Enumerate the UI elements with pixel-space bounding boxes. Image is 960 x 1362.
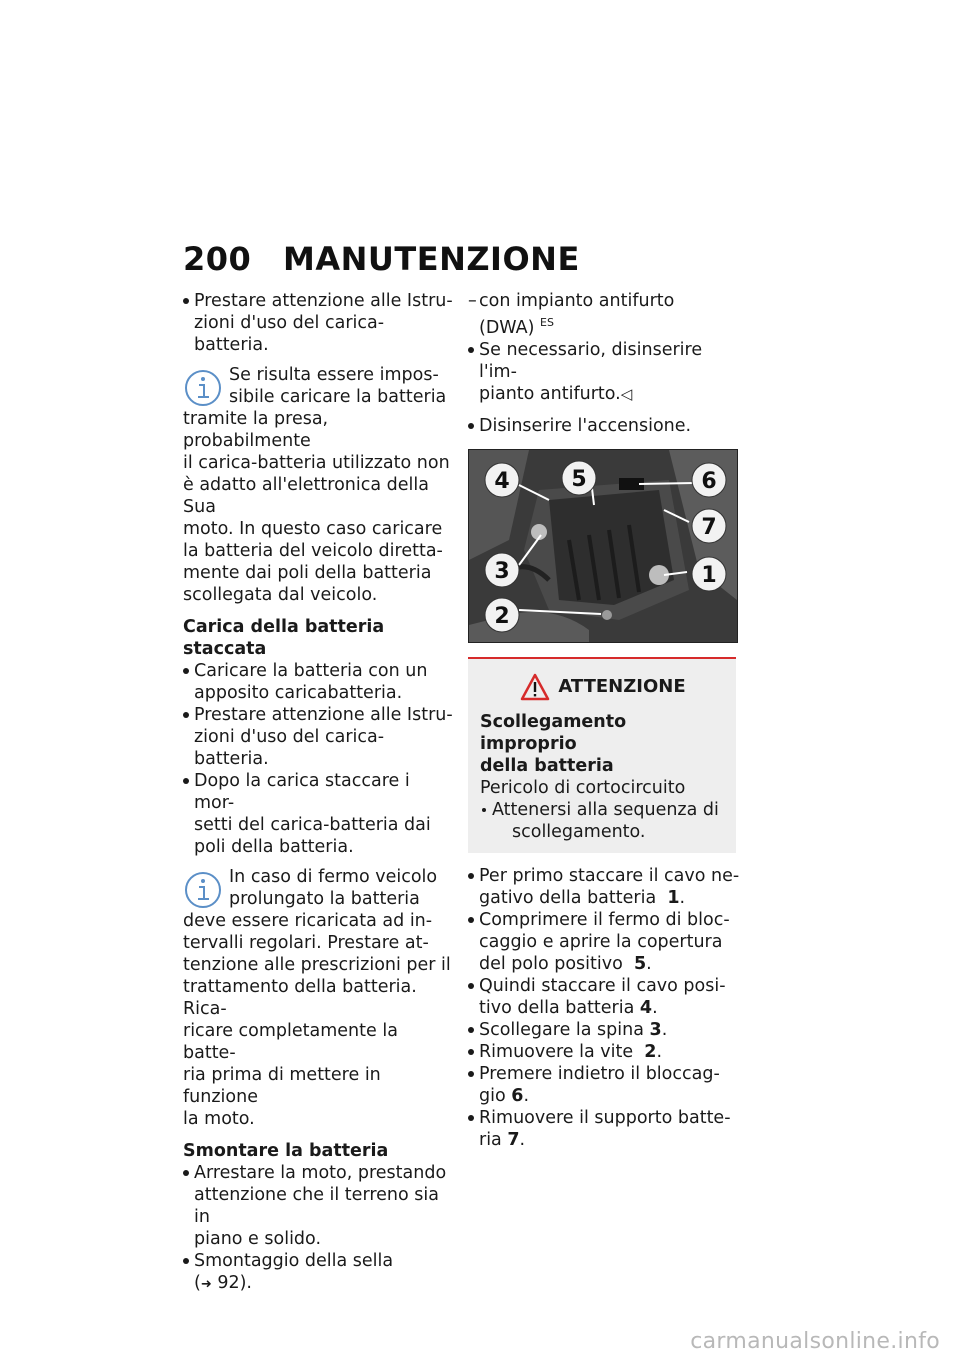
section-heading: Carica della batteria staccata xyxy=(183,617,385,659)
info-note: Se risulta essere impos- sibile caricare la batteria tramite la presa, probabilmente il carica-batteria utilizzato non è adatto all'elettronica della Sua moto. In questo caso caricare la batteria del veicolo diretta- mente dai poli della batteria scollegata dal veicolo. xyxy=(183,365,450,605)
list-item: Disinserire l'accensione. xyxy=(468,415,740,437)
list-item: Rimuovere il supporto batte- ria 7. xyxy=(468,1107,740,1151)
warning-title: ATTENZIONE xyxy=(558,675,686,697)
chapter-title: MANUTENZIONE xyxy=(283,240,580,278)
end-mark-icon: ◁ xyxy=(620,384,633,403)
list-item: Prestare attenzione alle Istru- zioni d'uso del carica-batteria. xyxy=(183,704,453,770)
callout-label: 3 xyxy=(494,558,510,584)
callout-label: 7 xyxy=(701,514,717,540)
list-item: Se necessario, disinserire l'im- pianto antifurto.◁ xyxy=(468,339,740,405)
list-item: Per primo staccare il cavo ne- gativo della batteria 1. xyxy=(468,865,740,909)
list-item: Smontaggio della sella (➜ 92). xyxy=(183,1250,453,1296)
info-note: In caso di fermo veicolo prolungato la batteria deve essere ricaricata ad in- tervalli regolari. Prestare at- tenzione alle prescrizioni per il trattamento della batteria. Rica- ricare completamente la batte- ria prima di mettere in funzione la moto. xyxy=(183,867,451,1129)
list-item: Prestare attenzione alle Istru- zioni d'uso del carica-batteria. xyxy=(183,290,453,356)
callout-label: 4 xyxy=(494,468,510,494)
page-number: 200 xyxy=(183,240,252,278)
battery-photo xyxy=(468,449,738,643)
callout-label: 1 xyxy=(701,562,717,588)
left-column xyxy=(183,290,453,1296)
page-header xyxy=(183,240,743,280)
list-item: Dopo la carica staccare i mor- setti del carica-batteria dai poli della batteria. xyxy=(183,770,453,858)
section-heading: Smontare la batteria xyxy=(183,1141,389,1161)
warning-icon xyxy=(520,673,550,701)
list-item: Premere indietro il bloccag- gio 6. xyxy=(468,1063,740,1107)
callout-label: 6 xyxy=(701,468,717,494)
list-item: Rimuovere la vite 2. xyxy=(468,1041,740,1063)
right-column xyxy=(468,290,740,1151)
warning-text: Pericolo di cortocircuito xyxy=(480,777,686,798)
page-ref-link[interactable]: 92). xyxy=(217,1273,252,1293)
list-item: Arrestare la moto, prestando attenzione che il terreno sia in piano e solido. xyxy=(183,1162,453,1250)
info-icon xyxy=(183,870,223,910)
list-item: Scollegare la spina 3. xyxy=(468,1019,740,1041)
list-item: Quindi staccare il cavo posi- tivo della batteria 4. xyxy=(468,975,740,1019)
callout-label: 2 xyxy=(494,603,510,629)
callout-label: 5 xyxy=(571,466,587,492)
page-ref-arrow-icon[interactable]: ➜ xyxy=(200,1277,212,1292)
warning-box xyxy=(468,657,736,853)
list-item: – con impianto antifurto (DWA) $^{ES}$ xyxy=(468,290,740,339)
list-item: Comprimere il fermo di bloc- caggio e aprire la copertura del polo positivo 5. xyxy=(468,909,740,975)
list-item: Attenersi alla sequenza di scollegamento. xyxy=(480,799,726,843)
list-item: Caricare la batteria con un apposito caricabatteria. xyxy=(183,660,453,704)
warning-heading: Scollegamento improprio della batteria xyxy=(480,711,627,776)
watermark: carmanualsonline.info xyxy=(690,1329,940,1354)
info-icon xyxy=(183,368,223,408)
